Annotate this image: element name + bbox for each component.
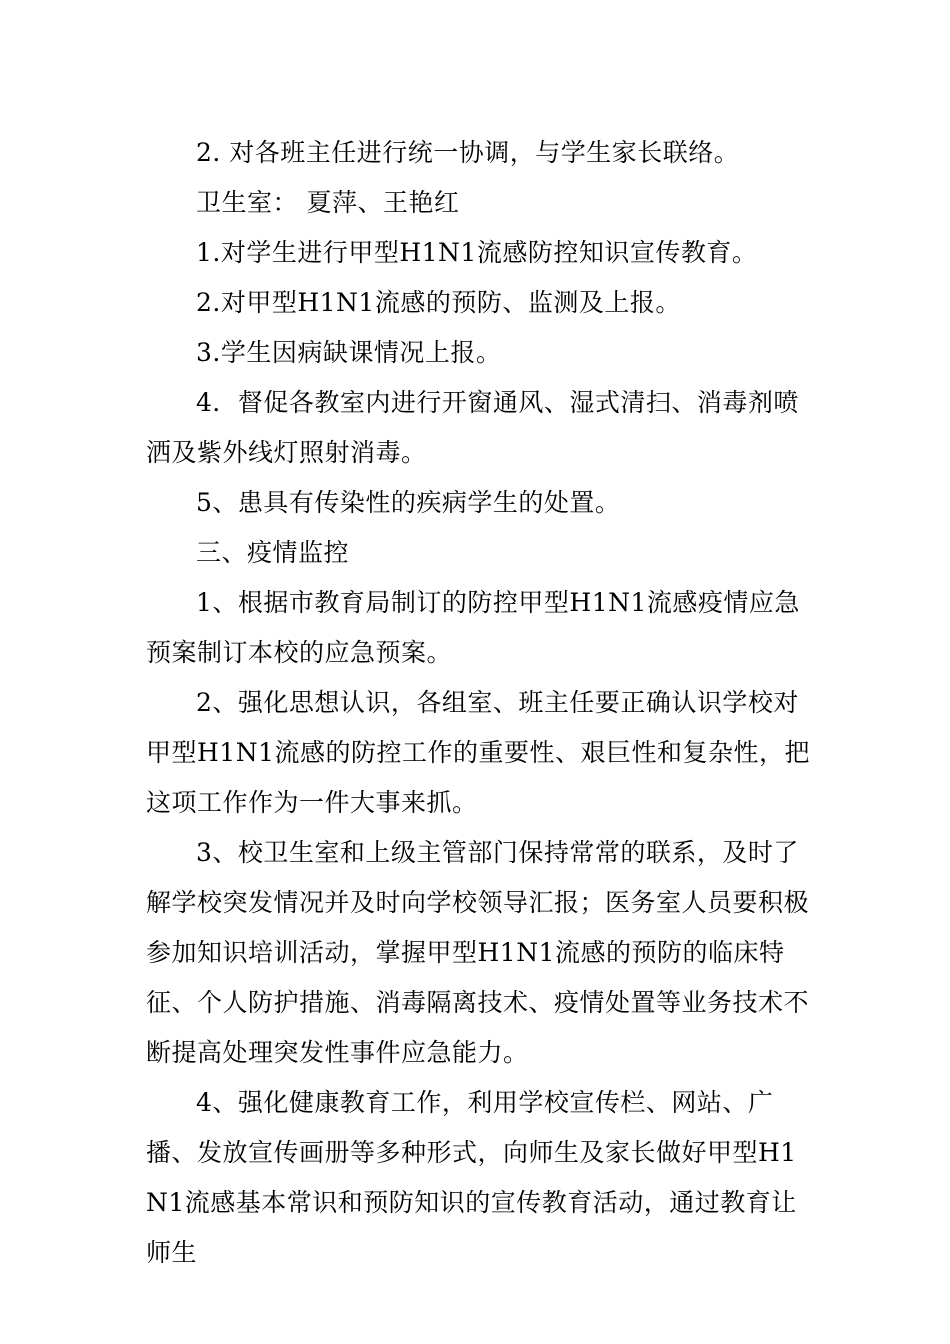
paragraph-emergency-plan: 1、根据市教育局制订的防控甲型H1N1流感疫情应急预案制订本校的应急预案。 <box>146 588 800 667</box>
section-heading-epidemic-monitoring: 三、疫情监控 <box>196 538 350 567</box>
paragraph-health-education: 4、强化健康教育工作，利用学校宣传栏、网站、广播、发放宣传画册等多种形式，向师生及家长做好甲型H1N1流感基本常识和预防知识的宣传教育活动，通过教育让师生 <box>146 1088 797 1267</box>
paragraph-class-coordination: 2. 对各班主任进行统一协调，与学生家长联络。 <box>196 138 740 167</box>
paragraph-absence-report: 3.学生因病缺课情况上报。 <box>196 338 502 367</box>
paragraph-infected-students: 5、患具有传染性的疾病学生的处置。 <box>196 488 621 517</box>
paragraph-health-room-liaison: 3、校卫生室和上级主管部门保持常常的联系，及时了解学校突发情况并及时向学校领导汇报；医务室人员要积极参加知识培训活动，掌握甲型H1N1流感的预防的临床特征、个人防护措施、消毒隔离技术、疫情处置等业务技术不断提高处理突发性事件应急能力。 <box>146 838 810 1067</box>
paragraph-h1n1-monitoring: 2.对甲型H1N1流感的预防、监测及上报。 <box>196 288 681 317</box>
paragraph-disinfection: 4．督促各教室内进行开窗通风、湿式清扫、消毒剂喷洒及紫外线灯照射消毒。 <box>146 388 799 467</box>
paragraph-awareness: 2、强化思想认识，各组室、班主任要正确认识学校对甲型H1N1流感的防控工作的重要性、艰巨性和复杂性，把这项工作作为一件大事来抓。 <box>146 688 810 817</box>
paragraph-h1n1-education: 1.对学生进行甲型H1N1流感防控知识宣传教育。 <box>196 238 758 267</box>
paragraph-health-room-staff: 卫生室： 夏萍、王艳红 <box>196 188 460 217</box>
document-body <box>146 128 810 1278</box>
